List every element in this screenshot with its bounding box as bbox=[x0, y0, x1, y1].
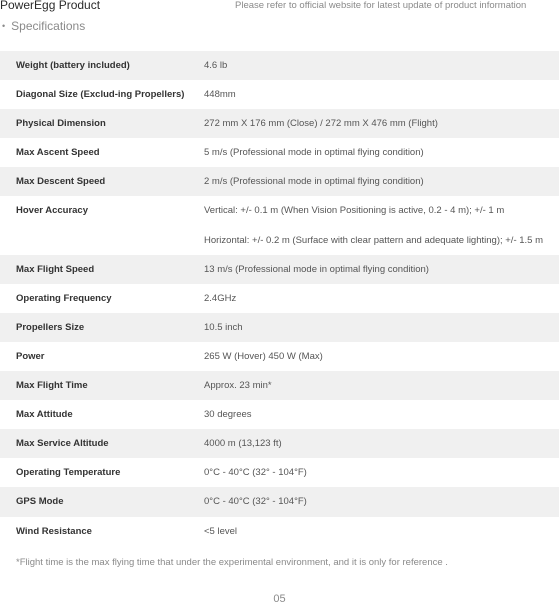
spec-value: 30 degrees bbox=[204, 409, 252, 421]
spec-row-max-attitude bbox=[0, 400, 559, 429]
spec-row-max-flight-time bbox=[0, 371, 559, 400]
spec-label: GPS Mode bbox=[16, 496, 64, 508]
spec-value: 10.5 inch bbox=[204, 321, 243, 333]
spec-value: 2 m/s (Professional mode in optimal flying condition) bbox=[204, 176, 424, 188]
header-note: Please refer to official website for latest update of product information bbox=[235, 0, 527, 11]
page-header bbox=[0, 0, 559, 16]
spec-value: 448mm bbox=[204, 89, 236, 101]
section-title: Specifications bbox=[11, 19, 86, 33]
spec-table bbox=[0, 51, 559, 546]
spec-row-max-service-altitude bbox=[0, 429, 559, 458]
spec-label: Power bbox=[16, 350, 45, 362]
spec-label: Wind Resistance bbox=[16, 525, 92, 537]
spec-value bbox=[188, 196, 559, 254]
spec-label: Hover Accuracy bbox=[16, 205, 88, 217]
spec-row-propellers-size bbox=[0, 313, 559, 342]
spec-label: Max Ascent Speed bbox=[16, 147, 100, 159]
spec-row-weight bbox=[0, 51, 559, 80]
page-number: 05 bbox=[273, 593, 286, 604]
spec-value: 0°C - 40°C (32° - 104°F) bbox=[204, 496, 307, 508]
spec-row-wind-resistance bbox=[0, 517, 559, 546]
spec-value: 0°C - 40°C (32° - 104°F) bbox=[204, 467, 307, 479]
spec-row-operating-frequency bbox=[0, 284, 559, 313]
spec-label: Diagonal Size (Exclud-ing Propellers) bbox=[16, 89, 185, 101]
spec-row-diagonal-size bbox=[0, 80, 559, 109]
footnote: *Flight time is the max flying time that under the experimental environment, and it is only for reference . bbox=[16, 557, 448, 568]
spec-value: 272 mm X 176 mm (Close) / 272 mm X 476 mm (Flight) bbox=[204, 118, 438, 130]
spec-label: Weight (battery included) bbox=[16, 60, 130, 72]
spec-value: 265 W (Hover) 450 W (Max) bbox=[204, 350, 323, 362]
spec-row-max-descent-speed bbox=[0, 167, 559, 196]
spec-value: 5 m/s (Professional mode in optimal flying condition) bbox=[204, 147, 424, 159]
spec-label: Propellers Size bbox=[16, 321, 85, 333]
spec-value: 4000 m (13,123 ft) bbox=[204, 438, 282, 450]
section-heading bbox=[2, 17, 85, 35]
spec-label: Max Service Altitude bbox=[16, 438, 109, 450]
spec-row-physical-dimension bbox=[0, 109, 559, 138]
spec-row-hover-accuracy bbox=[0, 196, 559, 254]
spec-label: Max Descent Speed bbox=[16, 176, 106, 188]
spec-row-max-ascent-speed bbox=[0, 138, 559, 167]
product-title: PowerEgg Product bbox=[0, 0, 101, 12]
spec-label: Physical Dimension bbox=[16, 118, 106, 130]
spec-label: Max Flight Time bbox=[16, 380, 88, 392]
spec-row-max-flight-speed bbox=[0, 255, 559, 284]
bullet-icon: • bbox=[2, 21, 6, 31]
spec-value-vertical: Vertical: +/- 0.1 m (When Vision Positioning is active, 0.2 - 4 m); +/- 1 m bbox=[204, 205, 505, 217]
spec-value: 2.4GHz bbox=[204, 292, 237, 304]
spec-value: 13 m/s (Professional mode in optimal flying condition) bbox=[204, 263, 429, 275]
spec-row-operating-temperature bbox=[0, 458, 559, 487]
spec-value: <5 level bbox=[204, 525, 238, 537]
spec-value: 4.6 lb bbox=[204, 60, 228, 72]
spec-label: Max Flight Speed bbox=[16, 263, 95, 275]
spec-row-gps-mode bbox=[0, 487, 559, 516]
spec-label: Operating Temperature bbox=[16, 467, 121, 479]
spec-value-horizontal: Horizontal: +/- 0.2 m (Surface with clear pattern and adequate lighting); +/- 1.5 m bbox=[204, 234, 544, 246]
spec-label: Operating Frequency bbox=[16, 292, 112, 304]
spec-row-power bbox=[0, 342, 559, 371]
spec-value: Approx. 23 min* bbox=[204, 380, 272, 392]
spec-label: Max Attitude bbox=[16, 409, 73, 421]
